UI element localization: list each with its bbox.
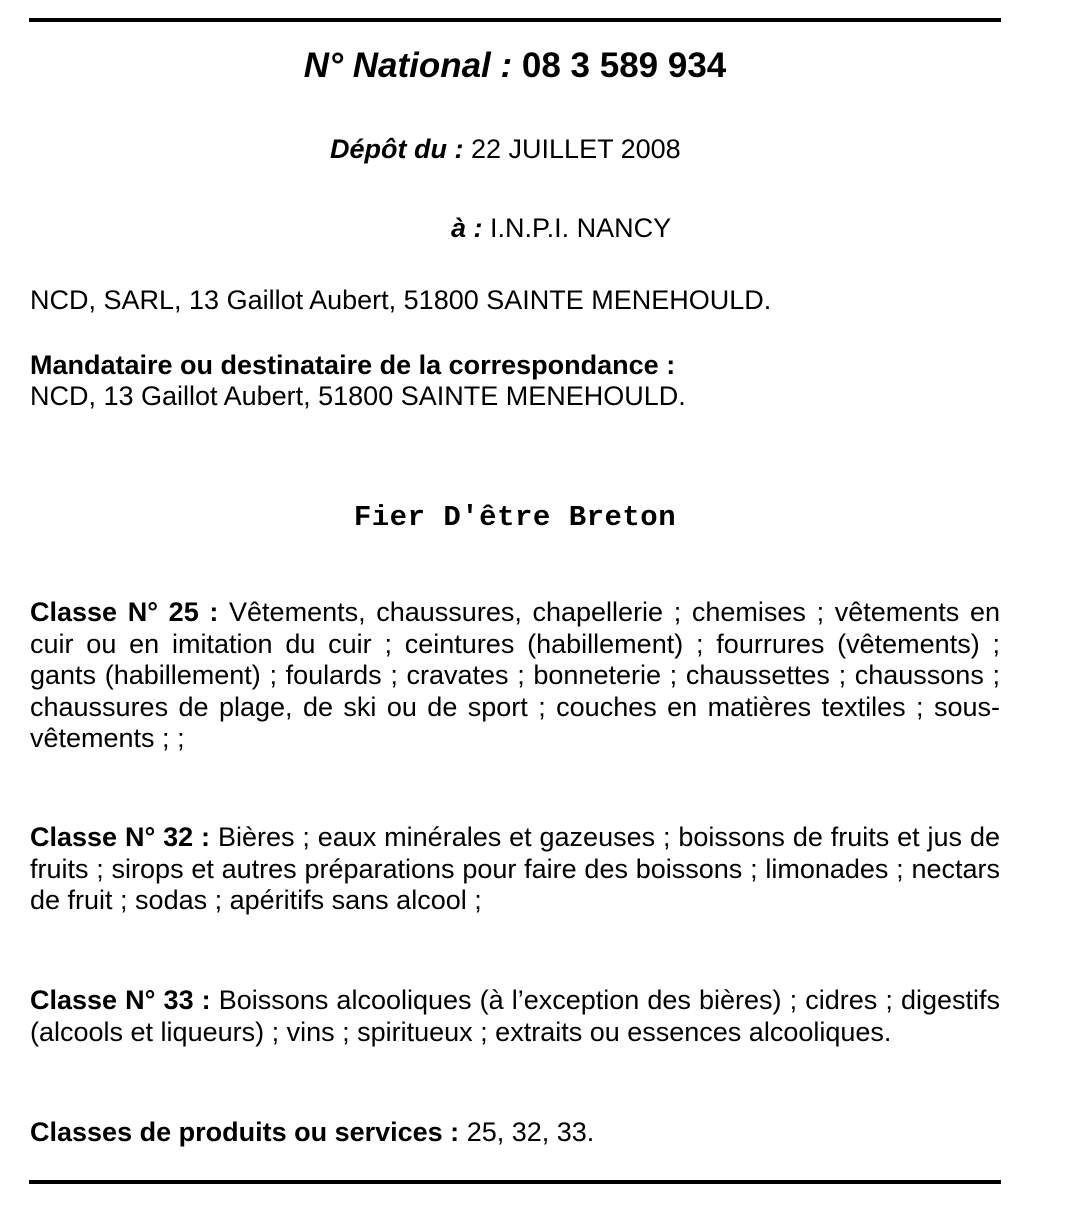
applicant-address: NCD, SARL, 13 Gaillot Aubert, 51800 SAINTE MENEHOULD.: [30, 285, 772, 315]
classes-summary-label: Classes de produits ou services :: [30, 1117, 460, 1147]
national-number-heading: [0, 44, 1030, 88]
bottom-rule: [29, 1180, 1001, 1184]
deposit-date: [330, 131, 681, 167]
deposit-date-value: 22 JUILLET 2008: [471, 134, 681, 164]
class-32-paragraph: [30, 822, 1000, 917]
deposit-place: [451, 210, 671, 246]
correspondent-block: [30, 350, 686, 412]
class-32-label: Classe N° 32 :: [30, 822, 211, 852]
class-32-text: Bières ; eaux minérales et gazeuses ; boissons de fruits et jus de fruits ; sirops et autres préparations pour faire des boissons ; limonades ; nectars de fruit ; sodas ; apéritifs sans alcool ;: [30, 822, 1000, 916]
class-25-label: Classe N° 25 :: [30, 597, 219, 627]
national-number-label: N° National :: [303, 46, 513, 85]
class-33-label: Classe N° 33 :: [30, 985, 211, 1015]
deposit-place-label: à :: [451, 213, 483, 243]
correspondent-title: Mandataire ou destinataire de la correspondance :: [30, 350, 676, 380]
deposit-date-label: Dépôt du :: [330, 134, 464, 164]
correspondent-address: NCD, 13 Gaillot Aubert, 51800 SAINTE MENEHOULD.: [30, 381, 686, 411]
class-25-text: Vêtements, chaussures, chapellerie ; chemises ; vêtements en cuir ou en imitation du cuir ; ceintures (habillement) ; fourrures (vêtements) ; gants (habillement) ; foulards ; cravates ; bonneterie ; chaussettes ; chaussons ; chaussures de plage, de ski ou de sport ; couches en matières textiles ; sous-vêtements ; ;: [30, 597, 1000, 754]
top-rule: [29, 18, 1001, 22]
trademark-name: Fier D'être Breton: [353, 501, 677, 534]
class-33-paragraph: [30, 985, 1000, 1048]
national-number-value: 08 3 589 934: [521, 46, 727, 85]
class-25-paragraph: [30, 597, 1000, 755]
class-33-text: Boissons alcooliques (à l’exception des bières) ; cidres ; digestifs (alcools et liqueurs) ; vins ; spiritueux ; extraits ou essences alcooliques.: [30, 985, 1000, 1047]
classes-summary: [30, 1115, 594, 1149]
classes-summary-value: 25, 32, 33.: [466, 1117, 595, 1147]
deposit-place-value: I.N.P.I. NANCY: [490, 213, 672, 243]
